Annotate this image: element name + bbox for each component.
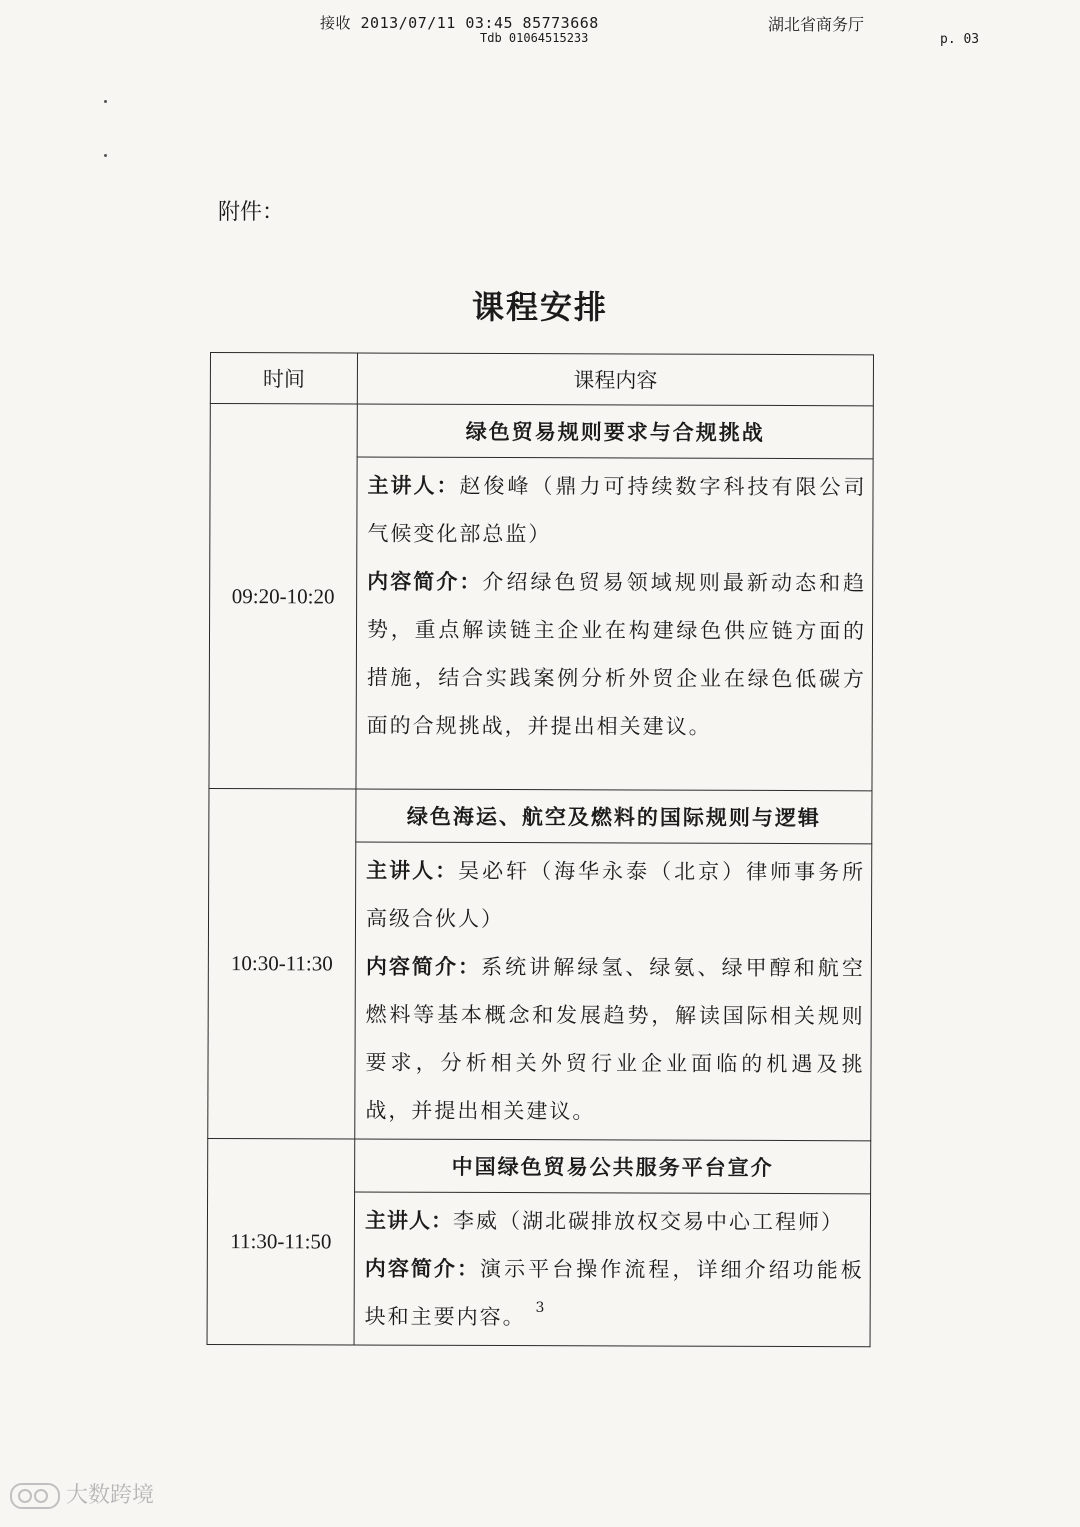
page-title: 课程安排 [471, 288, 608, 326]
watermark-text: 大数跨境 [66, 1483, 155, 1508]
time-cell: 10:30-11:30 [208, 788, 356, 1139]
speaker-label: 主讲人： [364, 1208, 454, 1233]
topic-cell: 绿色贸易规则要求与合规挑战 [357, 404, 873, 459]
speaker-label: 主讲人： [366, 858, 459, 883]
content-label: 内容简介： [364, 1256, 481, 1281]
detail-cell [354, 1192, 871, 1347]
table-row [208, 1138, 871, 1193]
speaker-label: 主讲人： [367, 473, 460, 498]
attachment-label: 附件： [218, 200, 285, 225]
content-line [367, 558, 867, 752]
table-row [209, 788, 872, 843]
content-label: 内容简介： [367, 569, 483, 594]
table-row [210, 404, 873, 459]
speaker-text: 吴必轩（海华永泰（北京）律师事务所高级合伙人） [365, 858, 866, 932]
topic-cell: 绿色海运、航空及燃料的国际规则与逻辑 [356, 789, 872, 844]
fax-page-number: p. 03 [940, 32, 980, 47]
time-cell: 11:30-11:50 [207, 1138, 355, 1345]
fax-receive-line: 接收 2013/07/11 03:45 85773668 [320, 14, 599, 32]
header-time: 时间 [210, 353, 357, 405]
content-line [365, 943, 865, 1137]
scan-speck [104, 100, 107, 103]
topic-cell: 中国绿色贸易公共服务平台宣介 [355, 1139, 871, 1194]
detail-cell [356, 457, 873, 791]
schedule-table [207, 352, 874, 1347]
fax-header [0, 10, 1080, 50]
time-cell: 09:20-10:20 [209, 404, 357, 790]
table-header-row [210, 353, 873, 406]
speaker-line [366, 847, 865, 945]
fax-number-line: Tdb 01064515233 [480, 31, 589, 45]
header-content: 课程内容 [357, 353, 873, 406]
scan-speck [104, 154, 107, 157]
content-line [365, 1245, 864, 1343]
content-label: 内容简介： [365, 954, 482, 979]
page-number: 3 [535, 1300, 545, 1316]
content-text: 演示平台操作流程，详细介绍功能板块和主要内容。 [364, 1256, 864, 1330]
detail-cell [355, 842, 872, 1141]
content-text: 系统讲解绿氢、绿氨、绿甲醇和航空燃料等基本概念和发展趋势，解读国际相关规则要求，分析相关外贸行业企业面临的机遇及挑战，并提出相关建议。 [365, 954, 865, 1124]
watermark [10, 1478, 154, 1509]
speaker-line [365, 1197, 864, 1247]
speaker-text: 李威（湖北碳排放权交易中心工程师） [452, 1208, 845, 1235]
watermark-logo-icon [10, 1483, 60, 1509]
speaker-text: 赵俊峰（鼎力可持续数字科技有限公司气候变化部总监） [367, 473, 867, 547]
content-text: 介绍绿色贸易领域规则最新动态和趋势，重点解读链主企业在构建绿色供应链方面的措施，结合实践案例分析外贸企业在绿色低碳方面的合规挑战，并提出相关建议。 [366, 569, 867, 739]
fax-sender: 湖北省商务厅 [768, 15, 865, 34]
speaker-line [367, 462, 866, 560]
